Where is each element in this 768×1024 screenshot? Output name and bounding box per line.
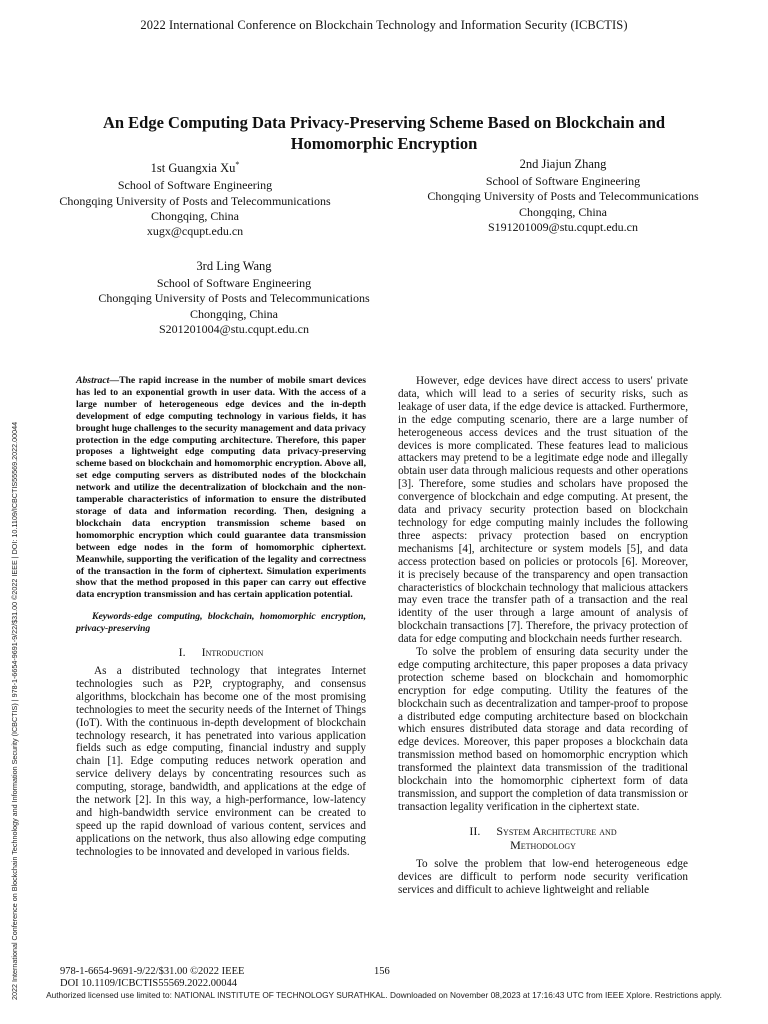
side-margin-doi: 2022 International Conference on Blockchain Technology and Information Security (ICBCTIS) | 978-1-6654-9691-9/22/$31.00 ©2022 IEEE | DOI: 10.1109/ICBCTIS55569.2022.00044 (10, 421, 19, 1000)
abstract-text: —The rapid increase in the number of mobile smart devices has led to an exponential growth in user data. With the access of a large number of heterogeneous edge devices and the in-depth development of edge computing technology in various fields, it has brought huge challenges to the security management and data privacy protection in the edge computing architecture. Therefore, this paper proposes a lightweight edge computing data privacy-preserving scheme based on blockchain and homomorphic encryption. Above all, set edge computing servers as distributed nodes of the blockchain network and utilize the decentralization of blockchain and the non-tamperable characteristics of information to ensure the distributed storage of data and information recording. Then, designing a blockchain data encryption transmission scheme based on homomorphic encryption which could guarantee data transmission between edge nodes in the form of homomorphic ciphertext. Meanwhile, supporting the verification of the legality and correctness of the transaction in the form of ciphertext. Simulation experiments show that the method proposed in this paper can carry out effective data encryption transmission and has certain application potential. (76, 375, 366, 601)
author-name: 1st Guangxia Xu* (150, 160, 240, 176)
section-number: II. (469, 823, 481, 838)
conference-header: 2022 International Conference on Blockchain Technology and Information Security (ICBCTIS) (140, 18, 628, 32)
footer-identifiers (60, 966, 244, 989)
author-block-3 (84, 259, 384, 337)
author-email: xugx@cqupt.edu.cn (146, 223, 244, 238)
author-city: Chongqing, China (150, 208, 239, 223)
author-dept: School of Software Engineering (485, 174, 641, 189)
abstract-label: Abstract (76, 375, 110, 386)
author-dept: School of Software Engineering (117, 178, 273, 193)
author-email: S201201004@stu.cqupt.edu.cn (158, 321, 310, 336)
section-heading-introduction (76, 645, 366, 659)
right-column (398, 375, 688, 897)
footer-isbn: 978-1-6654-9691-9/22/$31.00 ©2022 IEEE (60, 966, 245, 977)
section-number: I. (178, 645, 186, 660)
section-title-line2: Methodology (510, 837, 576, 852)
body-paragraph: To solve the problem of ensuring data security under the edge computing architecture, this paper proposes a data privacy protection scheme based on blockchain and homomorphic encryption for edge computing. Utility the features of the blockchain such as decentralization and tamper-proof to propose a distributed edge computing architecture based on blockchain which ensures distributed data storage and data recording of edge devices. Moreover, this paper proposes a blockchain data transmission method based on homomorphic encryption which transformed the plaintext data transmission of the traditional blockchain into the homomorphic ciphertext form of data transmission, and support the completion of data transmission or transaction legality verification in the ciphertext state. (398, 646, 688, 813)
author-name: 3rd Ling Wang (196, 259, 272, 273)
section-title: Introduction (201, 645, 264, 660)
author-city: Chongqing, China (189, 306, 278, 321)
author-email: S191201009@stu.cqupt.edu.cn (487, 219, 639, 234)
paper-title: An Edge Computing Data Privacy-Preserving Scheme Based on Blockchain and Homomorphic Encryption (102, 113, 666, 153)
corresponding-mark: * (235, 160, 240, 169)
section-heading-system-architecture (398, 824, 688, 852)
license-notice: Authorized licensed use limited to: NATIONAL INSTITUTE OF TECHNOLOGY SURATHKAL. Downloaded on November 08,2023 at 17:16:43 UTC from IEEE Xplore. Restrictions apply. (46, 990, 722, 1000)
section-title: System Architecture and (496, 823, 617, 838)
footer-doi: DOI 10.1109/ICBCTIS55569.2022.00044 (60, 977, 237, 989)
author-block-1 (40, 157, 350, 239)
author-org: Chongqing University of Posts and Telecommunications (427, 189, 699, 204)
author-block-2 (398, 157, 728, 235)
author-city: Chongqing, China (518, 204, 607, 219)
author-name: 2nd Jiajun Zhang (519, 157, 607, 171)
left-column (76, 375, 366, 859)
author-org: Chongqing University of Posts and Telecommunications (98, 291, 370, 306)
page-number: 156 (374, 966, 390, 977)
author-org: Chongqing University of Posts and Telecommunications (59, 193, 331, 208)
keywords: Keywords-edge computing, blockchain, homomorphic encryption, privacy-preserving (76, 611, 366, 635)
author-dept: School of Software Engineering (156, 276, 312, 291)
intro-paragraph: As a distributed technology that integrates Internet technologies such as P2P, cryptography, and consensus algorithms, blockchain has become one of the most promising technologies to meet the security needs of the Internet of Things (IoT). With the continuous in-depth development of blockchain technology research, it has penetrated into various application fields such as edge computing, financial industry and supply chain [1]. Edge computing reduces network operation and service delivery delays by concentrating resources such as computing, storage, bandwidth, and applications at the edge of the network [2]. In this way, a high-performance, low-latency and high-bandwidth service environment can be created to speed up the rapid download of various content, services and applications on the network, thus also allowing edge computing technologies to be innovated and developed in various fields. (76, 665, 366, 858)
system-paragraph: To solve the problem that low-end heterogeneous edge devices are difficult to perform node security verification services and difficult to achieve lightweight and reliable (398, 857, 688, 896)
abstract (76, 375, 366, 601)
body-paragraph: However, edge devices have direct access to users' private data, which will lead to a series of security risks, such as leakage of user data, if the edge device is attacked. Furthermore, in the edge computing scenario, there are a large number of heterogeneous access devices and the trust situation of the devices is more complicated. These features lead to malicious attackers may pretend to be a legitimate edge node and illegally obtain user data through malicious requests and other operations [3]. Therefore, some studies and scholars have proposed the convergence of blockchain and edge computing. At present, the data and privacy security protection based on blockchain technology for edge computing mainly includes the following three aspects: privacy protection based on encryption mechanisms [4], architecture or system models [5], and data access protection based on policies or protocols [6]. Moreover, it is precisely because of the transparency and open transaction characteristics of blockchain technology that malicious attackers may even trace the transfer path of a transaction and the real identity of the user through a large amount of analysis of blockchain transactions [7]. Therefore, the privacy protection of data for edge computing and blockchain needs further research. (398, 375, 688, 646)
